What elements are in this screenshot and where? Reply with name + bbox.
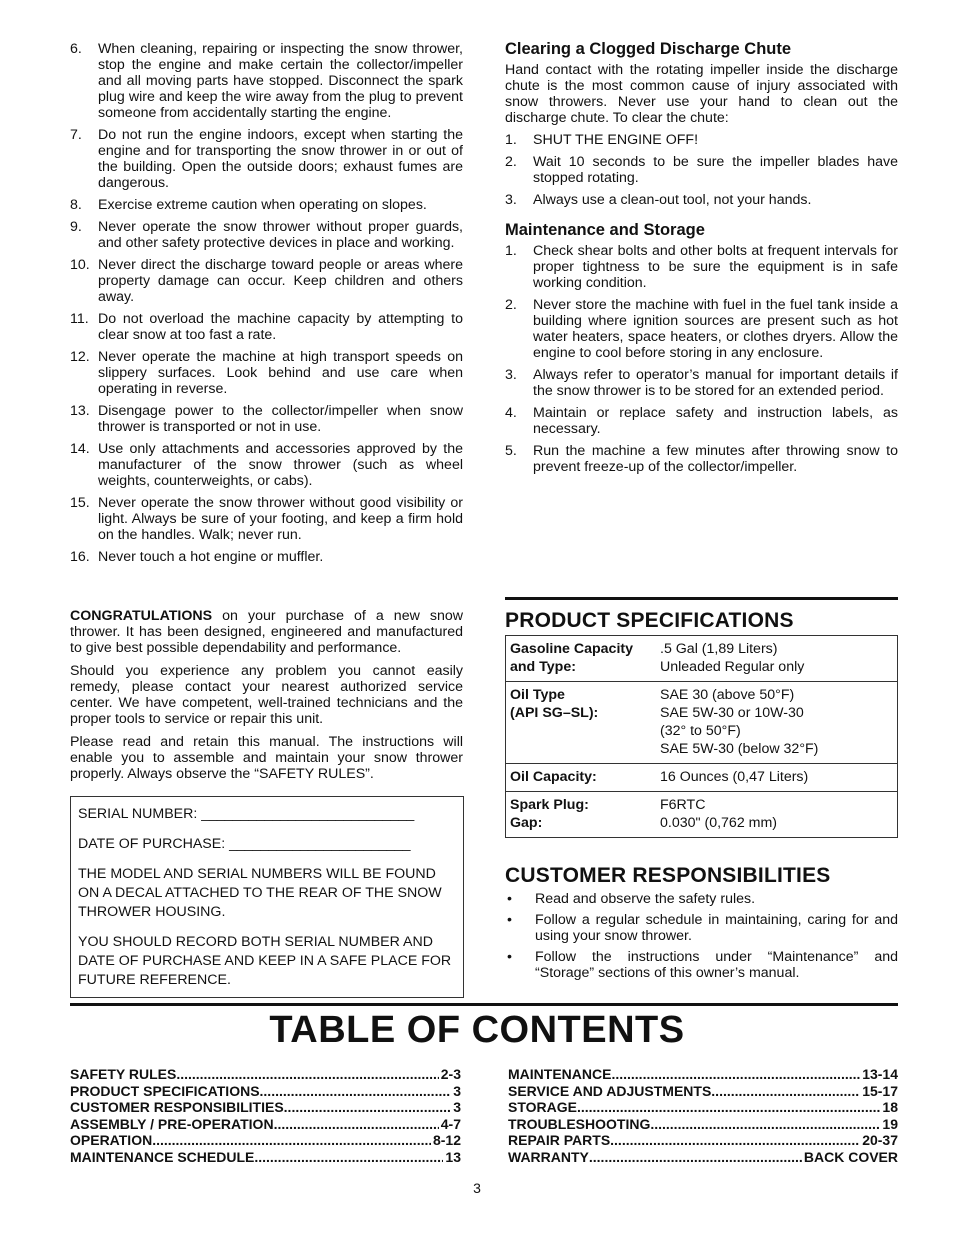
toc-entry-page: 20-37 xyxy=(862,1132,898,1148)
toc-entry[interactable] xyxy=(508,1116,898,1133)
item-number: 13. xyxy=(70,403,90,419)
customer-responsibilities-heading: CUSTOMER RESPONSIBILITIES xyxy=(505,864,831,887)
responsibility-text: Follow the instructions under “Maintenance” and “Storage” sections of this owner’s manual. xyxy=(535,949,898,981)
toc-entry[interactable] xyxy=(70,1149,461,1166)
item-number: 16. xyxy=(70,549,90,565)
toc-left-column xyxy=(70,1066,461,1165)
maintenance-storage-steps xyxy=(505,243,898,475)
toc-entry-page: 19 xyxy=(882,1115,898,1132)
spec-label: Oil Capacity: xyxy=(510,769,597,785)
list-item xyxy=(505,405,898,437)
section-divider xyxy=(505,597,898,600)
toc-entry-page: 8-12 xyxy=(432,1132,461,1148)
serial-number-field[interactable]: SERIAL NUMBER: ___________________________ xyxy=(78,806,415,822)
item-text: Use only attachments and accessories approved by the manufacturer of the snow thrower (such as wheel weights, counterweights, or cabs). xyxy=(98,441,463,489)
item-number: 15. xyxy=(70,495,90,511)
toc-entry[interactable] xyxy=(508,1066,898,1083)
toc-entry-page: 2-3 xyxy=(440,1066,461,1082)
toc-entry[interactable] xyxy=(70,1132,461,1149)
toc-entry[interactable] xyxy=(508,1099,898,1116)
product-specs-heading: PRODUCT SPECIFICATIONS xyxy=(505,609,794,632)
toc-leader-dots xyxy=(284,1099,452,1116)
item-text: Always use a clean-out tool, not your hands. xyxy=(533,192,812,208)
item-text: Never store the machine with fuel in the fuel tank inside a building where ignition sources are present such as hot water heaters, space heaters, or clothes dryers. Allow the engine to cool before storing in any enclosure. xyxy=(533,297,898,361)
list-item xyxy=(505,243,898,291)
item-text: Never operate the snow thrower without proper guards, and other safety protective devices in place and working. xyxy=(98,219,463,251)
item-number: 3. xyxy=(505,367,517,383)
item-number: 1. xyxy=(505,243,517,259)
toc-leader-dots xyxy=(176,1066,438,1083)
item-text: SHUT THE ENGINE OFF! xyxy=(533,132,699,148)
toc-entry-page: 3 xyxy=(453,1082,461,1099)
item-text: Check shear bolts and other bolts at frequent intervals for proper tightness to be sure the equipment is in safe working condition. xyxy=(533,243,898,291)
item-number: 10. xyxy=(70,257,90,273)
list-item xyxy=(70,495,463,543)
congratulations-text: on your purchase of a new snow thrower. It has been designed, engineered and manufactured to give best possible dependability and performance. xyxy=(70,608,463,656)
toc-entry-page: 4-7 xyxy=(440,1115,461,1132)
list-item xyxy=(70,127,463,191)
clogged-chute-intro: Hand contact with the rotating impeller inside the discharge chute is the most common cause of injury associated with snow throwers. Never use your hand to clean out the discharge chute. To clear the chute: xyxy=(505,62,898,126)
spec-row xyxy=(506,636,897,682)
safety-rules-list xyxy=(70,41,463,565)
item-number: 11. xyxy=(70,311,89,327)
list-item xyxy=(70,197,463,213)
toc-entry-label: CUSTOMER RESPONSIBILITIES xyxy=(70,1099,284,1115)
toc-entry[interactable] xyxy=(508,1083,898,1100)
item-number: 3. xyxy=(505,192,517,208)
list-item xyxy=(70,403,463,435)
toc-entry[interactable] xyxy=(70,1083,461,1100)
customer-responsibilities-section xyxy=(505,891,898,986)
item-text: Run the machine a few minutes after throwing snow to prevent freeze-up of the collector/impeller. xyxy=(533,443,898,475)
toc-entry[interactable] xyxy=(70,1066,461,1083)
toc-entry[interactable] xyxy=(70,1099,461,1116)
clogged-chute-steps xyxy=(505,132,898,208)
toc-entry-label: TROUBLESHOOTING xyxy=(508,1115,651,1132)
bullet-icon: • xyxy=(507,949,512,965)
model-serial-note: THE MODEL AND SERIAL NUMBERS WILL BE FOUND ON A DECAL ATTACHED TO THE REAR OF THE SNOW THROWER HOUSING. xyxy=(78,866,442,920)
toc-entry-page: 15-17 xyxy=(862,1082,898,1099)
toc-entry-label: OPERATION xyxy=(70,1132,153,1148)
toc-entry-page: 18 xyxy=(882,1099,898,1115)
list-item xyxy=(505,132,898,148)
item-text: Never touch a hot engine or muffler. xyxy=(98,549,324,565)
list-item xyxy=(505,297,898,361)
serial-record-box xyxy=(70,796,464,998)
toc-leader-dots xyxy=(274,1116,439,1133)
spec-value: 16 Ounces (0,47 Liters) xyxy=(660,769,809,785)
toc-leader-dots xyxy=(650,1116,880,1133)
product-specs-table xyxy=(505,635,898,838)
toc-entry-page: 3 xyxy=(453,1099,461,1115)
toc-entry-label: ASSEMBLY / PRE-OPERATION xyxy=(70,1115,274,1132)
toc-leader-dots xyxy=(577,1099,880,1116)
list-item xyxy=(505,367,898,399)
spec-value: F6RTC 0.030" (0,762 mm) xyxy=(660,797,778,831)
responsibility-item xyxy=(505,912,898,944)
list-item xyxy=(70,441,463,489)
responsibility-item xyxy=(505,949,898,981)
congratulations-section xyxy=(70,608,463,788)
item-text: Maintain or replace safety and instruction labels, as necessary. xyxy=(533,405,898,437)
list-item xyxy=(70,257,463,305)
toc-entry-label: STORAGE xyxy=(508,1099,577,1115)
item-text: Never operate the snow thrower without good visibility or light. Always be sure of your footing, and keep a firm hold on the handles. Walk; never run. xyxy=(98,495,463,543)
toc-entry-label: SAFETY RULES xyxy=(70,1066,177,1082)
item-text: When cleaning, repairing or inspecting the snow thrower, stop the engine and make certain the collector/impeller and all moving parts have stopped. Disconnect the spark plug wire and keep the wire away from the plug to prevent someone from accidentally starting the engine. xyxy=(98,41,463,121)
toc-entry-page: 13-14 xyxy=(862,1066,898,1082)
toc-entry-label: SERVICE AND ADJUSTMENTS xyxy=(508,1082,712,1099)
list-item xyxy=(70,549,463,565)
toc-entry-label: REPAIR PARTS xyxy=(508,1132,611,1148)
toc-leader-dots xyxy=(610,1132,860,1149)
item-number: 2. xyxy=(505,154,517,170)
item-number: 2. xyxy=(505,297,517,313)
list-item xyxy=(70,41,463,121)
toc-leader-dots xyxy=(611,1066,860,1083)
congratulations-lead: CONGRATULATIONS xyxy=(70,608,213,624)
responsibility-text: Follow a regular schedule in maintaining, caring for and using your snow thrower. xyxy=(535,912,898,944)
item-number: 7. xyxy=(70,127,82,143)
item-text: Always refer to operator’s manual for important details if the snow thrower is to be stored for an extended period. xyxy=(533,367,898,399)
maintenance-storage-heading: Maintenance and Storage xyxy=(505,221,705,239)
responsibility-text: Read and observe the safety rules. xyxy=(535,891,756,907)
toc-entry[interactable] xyxy=(508,1132,898,1149)
item-text: Exercise extreme caution when operating on slopes. xyxy=(98,197,427,213)
spec-label: Gasoline Capacity and Type: xyxy=(510,641,634,675)
item-text: Never direct the discharge toward people or areas where property damage can occur. Keep children and others away. xyxy=(98,257,463,305)
item-number: 12. xyxy=(70,349,90,365)
list-item xyxy=(505,443,898,475)
item-text: Disengage power to the collector/impeller when snow thrower is transported or not in use. xyxy=(98,403,463,435)
record-reference-note: YOU SHOULD RECORD BOTH SERIAL NUMBER AND DATE OF PURCHASE AND KEEP IN A SAFE PLACE FOR FUTURE REFERENCE. xyxy=(78,934,452,988)
toc-entry-label: WARRANTY xyxy=(508,1148,589,1165)
list-item xyxy=(70,311,463,343)
item-number: 5. xyxy=(505,443,517,459)
item-number: 1. xyxy=(505,132,517,148)
list-item xyxy=(70,349,463,397)
item-text: Do not run the engine indoors, except when starting the engine and for transporting the snow thrower in or out of the building. Open the outside doors; exhaust fumes are dangerous. xyxy=(98,127,463,191)
item-text: Wait 10 seconds to be sure the impeller blades have stopped rotating. xyxy=(533,154,898,186)
date-of-purchase-field[interactable]: DATE OF PURCHASE: _______________________ xyxy=(78,836,411,852)
congratulations-paragraph xyxy=(70,608,463,656)
clogged-chute-heading: Clearing a Clogged Discharge Chute xyxy=(505,40,792,58)
service-paragraph: Should you experience any problem you cannot easily remedy, please contact your nearest authorized service center. We have competent, well-trained technicians and the proper tools to service or repair this unit. xyxy=(70,663,463,727)
toc-entry[interactable] xyxy=(70,1116,461,1133)
toc-entry-label: MAINTENANCE SCHEDULE xyxy=(70,1148,255,1165)
item-text: Do not overload the machine capacity by attempting to clear snow at too fast a rate. xyxy=(98,311,463,343)
spec-label: Oil Type (API SG–SL): xyxy=(510,687,599,721)
responsibility-item xyxy=(505,891,898,907)
item-number: 8. xyxy=(70,197,82,213)
toc-leader-dots xyxy=(711,1083,860,1100)
toc-leader-dots xyxy=(254,1149,443,1166)
chute-maintenance-column xyxy=(505,41,898,481)
spec-row xyxy=(506,764,897,792)
bullet-icon: • xyxy=(507,912,512,928)
toc-entry[interactable] xyxy=(508,1149,898,1166)
item-number: 6. xyxy=(70,41,82,57)
toc-title: TABLE OF CONTENTS xyxy=(269,1009,685,1051)
item-number: 9. xyxy=(70,219,82,235)
spec-row xyxy=(506,682,897,764)
toc-entry-page: BACK COVER xyxy=(803,1148,898,1165)
spec-row xyxy=(506,792,897,837)
toc-divider xyxy=(70,1003,898,1006)
list-item xyxy=(70,219,463,251)
item-number: 14. xyxy=(70,441,90,457)
spec-label: Spark Plug: Gap: xyxy=(510,797,589,831)
bullet-icon: • xyxy=(507,891,512,907)
toc-right-column xyxy=(508,1066,898,1165)
toc-leader-dots xyxy=(260,1083,452,1100)
item-text: Never operate the machine at high transport speeds on slippery surfaces. Look behind and use care when operating in reverse. xyxy=(98,349,463,397)
toc-entry-label: PRODUCT SPECIFICATIONS xyxy=(70,1082,260,1099)
spec-value: .5 Gal (1,89 Liters) Unleaded Regular only xyxy=(660,641,805,675)
toc-leader-dots xyxy=(589,1149,802,1166)
item-number: 4. xyxy=(505,405,517,421)
list-item xyxy=(505,154,898,186)
customer-responsibilities-list xyxy=(505,891,898,981)
safety-rules-column xyxy=(70,41,463,571)
toc-leader-dots xyxy=(152,1132,431,1149)
spec-value: SAE 30 (above 50°F) SAE 5W-30 or 10W-30 (32° to 50°F) SAE 5W-30 (below 32°F) xyxy=(660,687,819,757)
retain-manual-paragraph: Please read and retain this manual. The instructions will enable you to assemble and maintain your snow thrower properly. Always observe the “SAFETY RULES”. xyxy=(70,734,463,782)
page-number: 3 xyxy=(473,1180,481,1196)
list-item xyxy=(505,192,898,208)
toc-entry-label: MAINTENANCE xyxy=(508,1066,612,1082)
toc-entry-page: 13 xyxy=(445,1148,461,1165)
